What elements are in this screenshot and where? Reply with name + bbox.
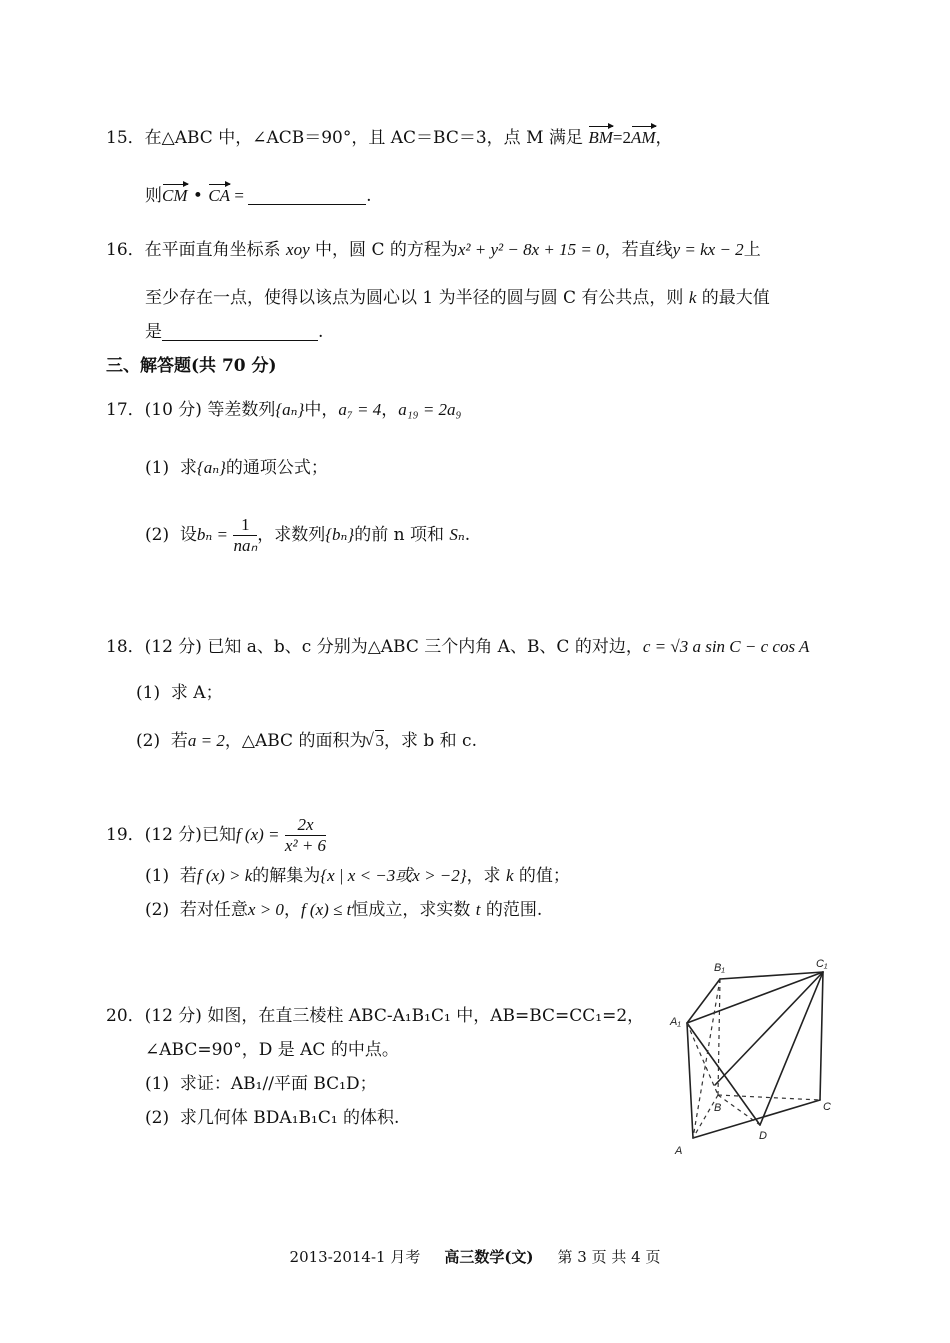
q19-f-condition: f (x) ≤ t <box>300 900 352 919</box>
q17-fraction-denominator: naₙ <box>233 536 258 555</box>
q15-then: 则 <box>145 186 162 206</box>
edge-b-d <box>718 1095 760 1125</box>
section-3-title: 三、解答题(共 70 分) <box>106 356 277 376</box>
edge-c1-c <box>820 972 823 1100</box>
edge-a1-c1 <box>687 972 823 1023</box>
q19-part2 <box>145 898 542 922</box>
q19-inequality: f (x) > k <box>196 866 253 885</box>
q16-text-b: 中，圆 C 的方程为 <box>315 240 458 260</box>
q20-part1 <box>145 1072 377 1096</box>
q19-k: k <box>505 866 514 885</box>
q17-fraction-numerator: 1 <box>233 515 257 536</box>
q20-part1-text: 求证：AB₁//平面 BC₁D； <box>179 1074 377 1094</box>
q18-header <box>106 635 809 659</box>
q19-sep: ， <box>283 900 301 920</box>
q18-part2-eq: a = 2 <box>187 731 225 750</box>
q16-text-a: 在平面直角坐标系 <box>144 240 281 260</box>
q16-text-c: ，若直线 <box>604 240 673 260</box>
q20-part2-label: (2) <box>145 1108 170 1128</box>
q15-line1-end: ， <box>655 128 673 148</box>
q18-number: 18． <box>106 637 145 657</box>
q19-part1-d: 的值； <box>518 866 570 886</box>
q15-line2 <box>145 184 372 208</box>
edge-a1-a <box>687 1023 693 1138</box>
label-d: D <box>759 1130 767 1142</box>
q18-sqrt <box>366 729 384 753</box>
q16-text-f: 的最大值 <box>701 288 770 308</box>
q18-part2-label: (2) <box>136 731 161 751</box>
q16-number: 16． <box>106 240 145 260</box>
edge-b1-a <box>693 979 720 1138</box>
q16-line1 <box>106 238 761 262</box>
q18-sqrt-value: 3 <box>375 731 384 750</box>
q17-part1 <box>145 456 328 480</box>
q19-t: t <box>475 900 481 919</box>
q17-part2 <box>145 514 470 556</box>
q15-vector-cm: CM <box>162 184 188 208</box>
q17-part2-label: (2) <box>145 525 170 545</box>
q20-header <box>106 1004 644 1028</box>
q19-part1-label: (1) <box>145 866 170 886</box>
footer-page: 第 3 页 共 4 页 <box>557 1248 661 1266</box>
q17-header <box>106 398 461 422</box>
q16-line-equation: y = kx − 2 <box>672 240 744 259</box>
q15-answer-blank[interactable] <box>248 204 366 205</box>
q18-part2-b: ，△ABC 的面积为 <box>224 731 367 751</box>
footer-exam: 2013-2014-1 月考 <box>289 1248 421 1266</box>
q19-part1-a: 若 <box>179 866 197 886</box>
q19-solution-set: {x | x < −3或x > −2} <box>320 866 467 885</box>
q18-text: (12 分) 已知 a、b、c 分别为△ABC 三个内角 A、B、C 的对边， <box>144 637 643 657</box>
q16-line3 <box>145 320 323 344</box>
q20-text: (12 分) 如图，在直三棱柱 ABC-A₁B₁C₁ 中，AB=BC=CC₁=2， <box>144 1006 645 1026</box>
q19-number: 19． <box>106 825 145 845</box>
q17-number: 17． <box>106 400 145 420</box>
q15-number: 15． <box>106 128 145 148</box>
q15-line1 <box>106 126 673 150</box>
q18-part2 <box>136 729 477 753</box>
q20-part2-text: 求几何体 BDA₁B₁C₁ 的体积. <box>179 1108 400 1128</box>
q17-part2-sn: Sₙ <box>449 525 465 544</box>
q15-eq-mid: =2 <box>612 128 631 147</box>
q17-part2-end: . <box>464 525 471 545</box>
q17-sequence: {aₙ} <box>275 400 305 419</box>
prism-figure <box>660 955 840 1165</box>
q18-part1 <box>136 681 223 705</box>
q17-condition-2: a₁₉ = 2a₉ <box>398 400 462 419</box>
q20-number: 20． <box>106 1006 145 1026</box>
edge-a1-d <box>687 1023 760 1125</box>
q20-part1-label: (1) <box>145 1074 170 1094</box>
q15-dot: • <box>187 186 209 206</box>
q19-part2-a: 若对任意 <box>179 900 248 920</box>
q18-equation: c = √3 a sin C − c cos A <box>642 637 810 656</box>
edge-c1-b <box>715 972 823 1085</box>
q19-x-condition: x > 0 <box>247 900 284 919</box>
q17-text-a: (10 分) 等差数列 <box>144 400 276 420</box>
q19-part1 <box>145 864 570 888</box>
q17-text-b: 中， <box>304 400 339 420</box>
q17-part1-sequence: {aₙ} <box>196 458 226 477</box>
q18-part2-a: 若 <box>170 731 188 751</box>
q17-sep: ， <box>381 400 399 420</box>
label-b1: B₁ <box>714 962 725 974</box>
q19-part2-c: 的范围. <box>485 900 543 920</box>
q18-part1-label: (1) <box>136 683 161 703</box>
q16-text-e: 至少存在一点，使得以该点为圆心以 1 为半径的圆与圆 C 有公共点，则 <box>145 288 684 308</box>
q15-text: 在△ABC 中，∠ACB＝90°，且 AC＝BC＝3，点 M 满足 <box>144 128 583 148</box>
q16-line3-end: . <box>318 322 324 342</box>
q20-part2 <box>145 1106 399 1130</box>
q17-part1-label: (1) <box>145 458 170 478</box>
q16-text-d: 上 <box>743 240 761 260</box>
q19-function: f (x) = <box>235 825 280 844</box>
q20-line2: ∠ABC=90°，D 是 AC 的中点。 <box>145 1040 399 1060</box>
q17-part2-a: 设 <box>179 525 197 545</box>
label-a: A <box>675 1145 683 1157</box>
q19-numerator: 2x <box>285 815 326 836</box>
q17-part2-bn: bₙ = <box>196 525 229 544</box>
q16-answer-blank[interactable] <box>162 340 318 341</box>
q19-part1-c: ，求 <box>466 866 501 886</box>
label-c1: C₁ <box>816 958 828 970</box>
label-b: B <box>714 1102 722 1114</box>
q16-text-g: 是 <box>145 322 162 342</box>
q19-part2-label: (2) <box>145 900 170 920</box>
q15-vector-bm: BM <box>588 126 613 150</box>
q15-vector-am: AM <box>631 126 656 150</box>
q17-part2-bn-seq: {bₙ} <box>325 525 355 544</box>
q17-part1-a: 求 <box>179 458 197 478</box>
edge-b-c <box>718 1095 820 1100</box>
q19-text: (12 分)已知 <box>144 825 236 845</box>
q18-part2-c: ，求 b 和 c. <box>383 731 477 751</box>
q19-denominator: x² + 6 <box>284 836 327 855</box>
q17-part2-c: 的前 n 项和 <box>354 525 444 545</box>
footer-subject: 高三数学(文) <box>444 1248 534 1266</box>
q17-condition-1: a₇ = 4 <box>338 400 382 419</box>
q17-part2-fraction <box>233 515 257 556</box>
q19-part2-b: 恒成立，求实数 <box>351 900 471 920</box>
q19-part1-b: 的解集为 <box>252 866 321 886</box>
q15-line2-end: . <box>366 186 372 206</box>
q17-part1-b: 的通项公式； <box>225 458 328 478</box>
q16-circle-equation: x² + y² − 8x + 15 = 0 <box>457 240 605 259</box>
q16-xoy: xoy <box>286 240 310 259</box>
q15-equals: = <box>230 186 249 205</box>
edge-b1-b <box>718 979 720 1095</box>
label-a1: A₁ <box>670 1016 681 1028</box>
q15-vector-ca: CA <box>208 184 230 208</box>
page-footer <box>0 1246 950 1267</box>
q19-fraction <box>285 815 326 856</box>
q18-part1-text: 求 A； <box>170 683 223 703</box>
q19-header <box>106 814 326 856</box>
q16-k: k <box>688 288 697 307</box>
label-c: C <box>823 1101 831 1113</box>
q17-part2-b: ，求数列 <box>257 525 326 545</box>
q16-line2 <box>145 286 770 310</box>
